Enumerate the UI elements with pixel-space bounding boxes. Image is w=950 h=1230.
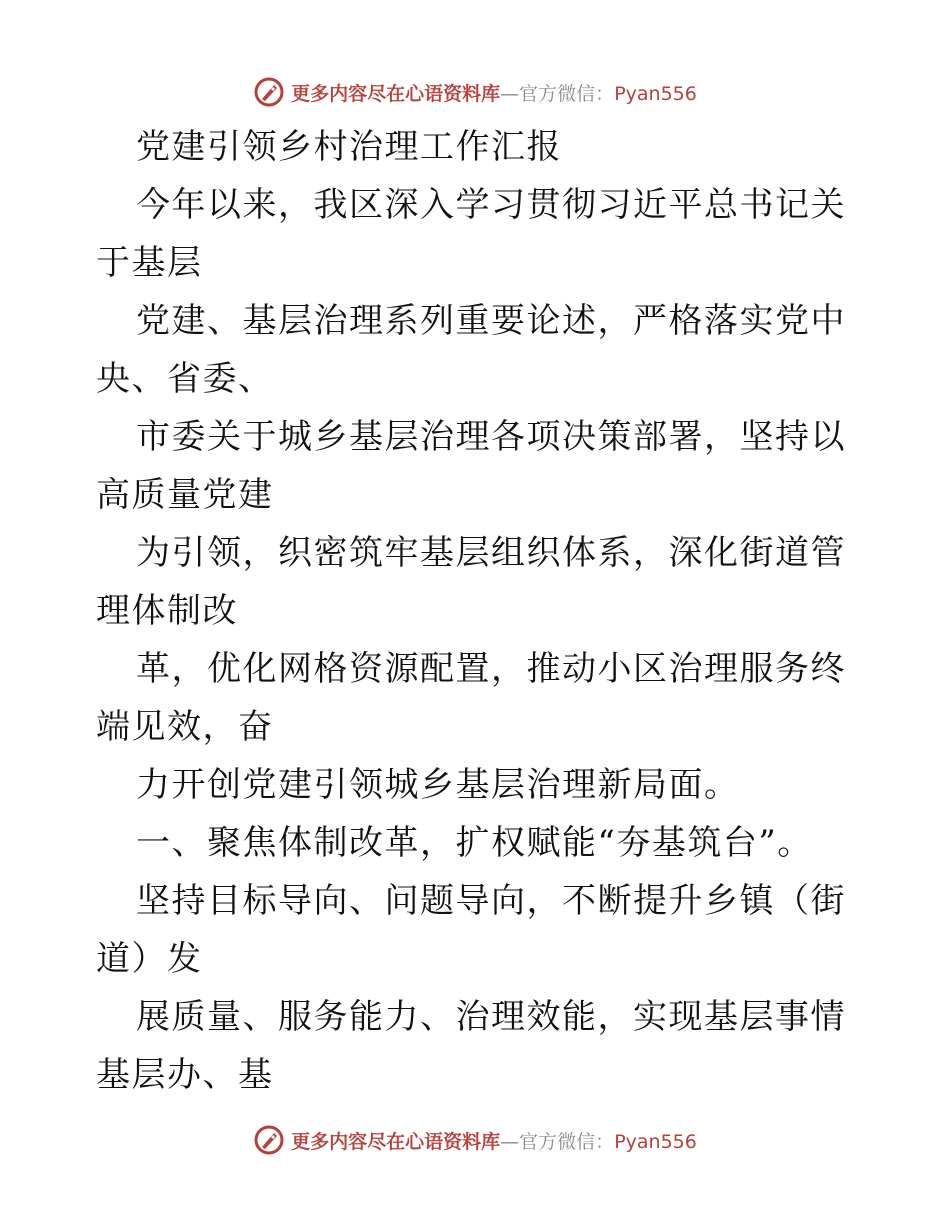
banner-wechat-label: 官方微信： xyxy=(519,1130,615,1153)
paragraph-line-6: 力开创党建引领城乡基层治理新局面。 xyxy=(136,765,740,805)
footer-banner xyxy=(0,1120,950,1160)
paragraph-line-8: 坚持目标导向、问题导向，不断提升乡镇（街道）发 xyxy=(96,881,846,979)
banner-main-text: 更多内容尽在心语资料库 xyxy=(291,1130,501,1153)
paragraph-line-2: 党建、基层治理系列重要论述，严格落实党中央、省委、 xyxy=(96,301,846,399)
paragraph-line-9: 展质量、服务能力、治理效能，实现基层事情基层办、基 xyxy=(96,997,846,1095)
pen-nib-logo-icon xyxy=(253,76,285,108)
header-banner xyxy=(0,72,950,112)
document-title: 党建引领乡村治理工作汇报 xyxy=(136,127,562,167)
banner-separator: — xyxy=(500,82,520,105)
banner-text xyxy=(291,1127,697,1154)
banner-main-text: 更多内容尽在心语资料库 xyxy=(291,82,501,105)
section-heading-1: 一、聚焦体制改革，扩权赋能“夯基筑台”。 xyxy=(136,823,813,863)
paragraph-line-1: 今年以来，我区深入学习贯彻习近平总书记关于基层 xyxy=(96,185,846,283)
banner-text xyxy=(291,79,697,106)
pen-nib-logo-icon xyxy=(253,1124,285,1156)
banner-wechat-label: 官方微信： xyxy=(519,82,615,105)
banner-wechat-id: Pyan556 xyxy=(614,1130,697,1153)
paragraph-line-3: 市委关于城乡基层治理各项决策部署，坚持以高质量党建 xyxy=(96,417,846,515)
paragraph-line-5: 革，优化网格资源配置，推动小区治理服务终端见效，奋 xyxy=(96,649,846,747)
banner-separator: — xyxy=(500,1130,520,1153)
document-body xyxy=(96,118,856,1104)
paragraph-line-4: 为引领，织密筑牢基层组织体系，深化街道管理体制改 xyxy=(96,533,846,631)
banner-wechat-id: Pyan556 xyxy=(614,82,697,105)
